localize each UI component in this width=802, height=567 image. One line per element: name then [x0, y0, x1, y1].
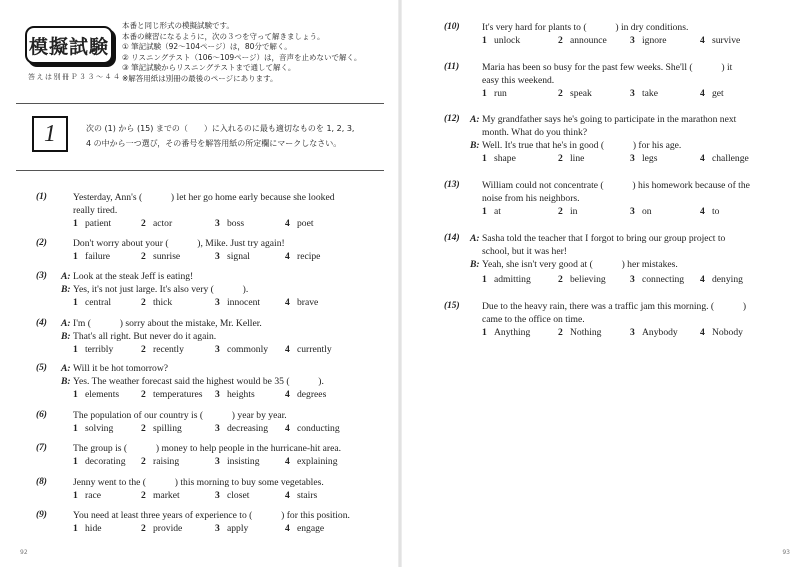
question-stem-line: William could not concentrate ( ) his homework because of the [482, 180, 750, 191]
option-2[interactable]: 2 thick [141, 297, 173, 308]
speaker-a: A: [61, 363, 71, 374]
option-1[interactable]: 1 decorating [73, 456, 126, 467]
option-2[interactable]: 2 market [141, 490, 180, 501]
question-number: (11) [444, 62, 460, 72]
option-4[interactable]: 4 degrees [285, 389, 327, 400]
option-3[interactable]: 3 boss [215, 218, 245, 229]
intro-line: ③ 筆記試験からリスニングテストまで通して解く。 [122, 63, 296, 73]
option-3[interactable]: 3 Anybody [630, 327, 678, 338]
option-1[interactable]: 1 elements [73, 389, 120, 400]
question-number: (8) [36, 477, 47, 487]
option-2[interactable]: 2 speak [558, 88, 592, 99]
option-2[interactable]: 2 announce [558, 35, 607, 46]
question-number: (3) [36, 271, 47, 281]
option-4[interactable]: 4 Nobody [700, 327, 743, 338]
option-3[interactable]: 3 heights [215, 389, 255, 400]
page-number-left: 92 [20, 549, 28, 556]
question-number: (2) [36, 238, 47, 248]
dialogue-line: Look at the steak Jeff is eating! [73, 271, 194, 282]
answer-reference: 答えは別冊Ｐ３３～４４ [28, 73, 122, 81]
intro-text [122, 21, 392, 85]
intro-line: ② リスニングテスト（106～109ページ）は，音声を止めないで解く。 [122, 52, 362, 62]
dialogue-line: Sasha told the teacher that I forgot to bring our group project to [482, 233, 726, 244]
option-4[interactable]: 4 get [700, 88, 724, 99]
instruction-line: 次の (1) から (15) までの（ ）に入れるのに最も適切なものを 1, 2, 3, [86, 124, 355, 133]
question-stem-line: It's very hard for plants to ( ) in dry conditions. [482, 22, 689, 33]
question-number: (14) [444, 233, 460, 243]
speaker-b: B: [61, 376, 71, 387]
option-1[interactable]: 1 central [73, 297, 112, 308]
question-stem-line: Maria has been so busy for the past few weeks. She'll ( ) it [482, 62, 733, 73]
option-4[interactable]: 4 brave [285, 297, 319, 308]
question-stem-line: noise from his neighbors. [482, 193, 580, 204]
dialogue-line: school, but it was her! [482, 246, 567, 257]
option-3[interactable]: 3 commonly [215, 344, 269, 355]
speaker-b: B: [470, 140, 480, 151]
option-3[interactable]: 3 ignore [630, 35, 667, 46]
option-1[interactable]: 1 terribly [73, 344, 114, 355]
speaker-a: A: [61, 318, 71, 329]
option-4[interactable]: 4 stairs [285, 490, 318, 501]
question-number: (6) [36, 410, 47, 420]
option-1[interactable]: 1 race [73, 490, 101, 501]
speaker-b: B: [61, 331, 71, 342]
option-1[interactable]: 1 unlock [482, 35, 521, 46]
question-stem-line: Due to the heavy rain, there was a traffic jam this morning. ( ) [482, 301, 747, 312]
option-3[interactable]: 3 apply [215, 523, 249, 534]
intro-line: ※解答用紙は別冊の最後のページにあります。 [122, 73, 278, 83]
question-number: (12) [444, 114, 460, 124]
option-4[interactable]: 4 survive [700, 35, 741, 46]
question-stem-line: really tired. [73, 205, 118, 216]
question-number: (1) [36, 192, 47, 202]
mock-exam-title-box [27, 28, 111, 62]
question-stem-line: The population of our country is ( ) year by year. [73, 410, 287, 421]
option-3[interactable]: 3 legs [630, 153, 658, 164]
option-2[interactable]: 2 raising [141, 456, 180, 467]
question-stem-line: The group is ( ) money to help people in the hurricane-hit area. [73, 443, 342, 454]
question-stem-line: Don't worry about your ( ), Mike. Just try again! [73, 238, 285, 249]
option-3[interactable]: 3 connecting [630, 274, 685, 285]
speaker-b: B: [61, 284, 71, 295]
speaker-b: B: [470, 259, 480, 270]
option-4[interactable]: 4 challenge [700, 153, 749, 164]
dialogue-line: Will it be hot tomorrow? [73, 363, 169, 374]
option-4[interactable]: 4 currently [285, 344, 332, 355]
question-number: (4) [36, 318, 47, 328]
dialogue-line: Yeah, she isn't very good at ( ) her mistakes. [482, 259, 678, 270]
option-2[interactable]: 2 provide [141, 523, 183, 534]
dialogue-line: Yes, it's not just large. It's also very ( ). [73, 284, 249, 295]
instruction-line: 4 の中から一つ選び，その番号を解答用紙の所定欄にマークしなさい。 [86, 139, 342, 148]
question-number: (9) [36, 510, 47, 520]
option-3[interactable]: 3 innocent [215, 297, 261, 308]
dialogue-line: I'm ( ) sorry about the mistake, Mr. Keller. [73, 318, 262, 329]
question-stem-line: You need at least three years of experience to ( ) for this position. [73, 510, 350, 521]
question-stem-line: Jenny went to the ( ) this morning to buy some vegetables. [73, 477, 324, 488]
question-stem-line: Yesterday, Ann's ( ) let her go home early because she looked [73, 192, 335, 203]
option-1[interactable]: 1 run [482, 88, 507, 99]
option-3[interactable]: 3 signal [215, 251, 250, 262]
option-2[interactable]: 2 believing [558, 274, 606, 285]
option-1[interactable]: 1 failure [73, 251, 111, 262]
divider [16, 170, 384, 171]
option-3[interactable]: 3 decreasing [215, 423, 269, 434]
option-1[interactable]: 1 Anything [482, 327, 531, 338]
option-3[interactable]: 3 closet [215, 490, 250, 501]
option-1[interactable]: 1 hide [73, 523, 102, 534]
option-3[interactable]: 3 on [630, 206, 652, 217]
option-2[interactable]: 2 temperatures [141, 389, 203, 400]
option-1[interactable]: 1 admitting [482, 274, 531, 285]
question-stem-line: easy this weekend. [482, 75, 555, 86]
option-1[interactable]: 1 at [482, 206, 501, 217]
section-number: 1 [44, 121, 56, 147]
option-4[interactable]: 4 to [700, 206, 720, 217]
dialogue-line: Well. It's true that he's in good ( ) for his age. [482, 140, 682, 151]
dialogue-line: That's all right. But never do it again. [73, 331, 217, 342]
option-4[interactable]: 4 denying [700, 274, 743, 285]
option-2[interactable]: 2 actor [141, 218, 173, 229]
intro-line: 本番と同じ形式の模擬試験です。 [122, 21, 234, 30]
option-2[interactable]: 2 in [558, 206, 578, 217]
intro-line: ① 筆記試験（92～104ページ）は，80分で解く。 [122, 42, 292, 52]
dialogue-line: month. What do you think? [482, 127, 588, 138]
option-4[interactable]: 4 poet [285, 218, 314, 229]
dialogue-line: Yes. The weather forecast said the highest would be 35 ( ). [73, 376, 324, 387]
option-4[interactable]: 4 explaining [285, 456, 338, 467]
page-number-right: 93 [782, 549, 790, 556]
question-number: (7) [36, 443, 47, 453]
option-3[interactable]: 3 take [630, 88, 658, 99]
book-spine [398, 0, 402, 567]
option-4[interactable]: 4 engage [285, 523, 325, 534]
option-2[interactable]: 2 spilling [141, 423, 182, 434]
speaker-a: A: [470, 114, 480, 125]
page-title: 模擬試験 [28, 36, 109, 58]
section-number-box [32, 116, 68, 152]
section-instructions [86, 121, 386, 151]
option-4[interactable]: 4 recipe [285, 251, 321, 262]
question-number: (10) [444, 22, 460, 32]
question-number: (5) [36, 363, 47, 373]
divider [16, 103, 384, 104]
question-number: (15) [444, 301, 460, 311]
option-3[interactable]: 3 insisting [215, 456, 260, 467]
option-2[interactable]: 2 sunrise [141, 251, 181, 262]
option-1[interactable]: 1 patient [73, 218, 112, 229]
option-4[interactable]: 4 conducting [285, 423, 340, 434]
option-2[interactable]: 2 Nothing [558, 327, 602, 338]
question-stem-line: came to the office on time. [482, 314, 585, 325]
option-2[interactable]: 2 line [558, 153, 585, 164]
option-1[interactable]: 1 shape [482, 153, 516, 164]
dialogue-line: My grandfather says he's going to participate in the marathon next [482, 114, 737, 125]
intro-line: 本番の練習になるように，次の３つを守って解きましょう。 [122, 31, 325, 41]
option-1[interactable]: 1 solving [73, 423, 114, 434]
speaker-a: A: [61, 271, 71, 282]
speaker-a: A: [470, 233, 480, 244]
question-number: (13) [444, 180, 460, 190]
option-2[interactable]: 2 recently [141, 344, 184, 355]
